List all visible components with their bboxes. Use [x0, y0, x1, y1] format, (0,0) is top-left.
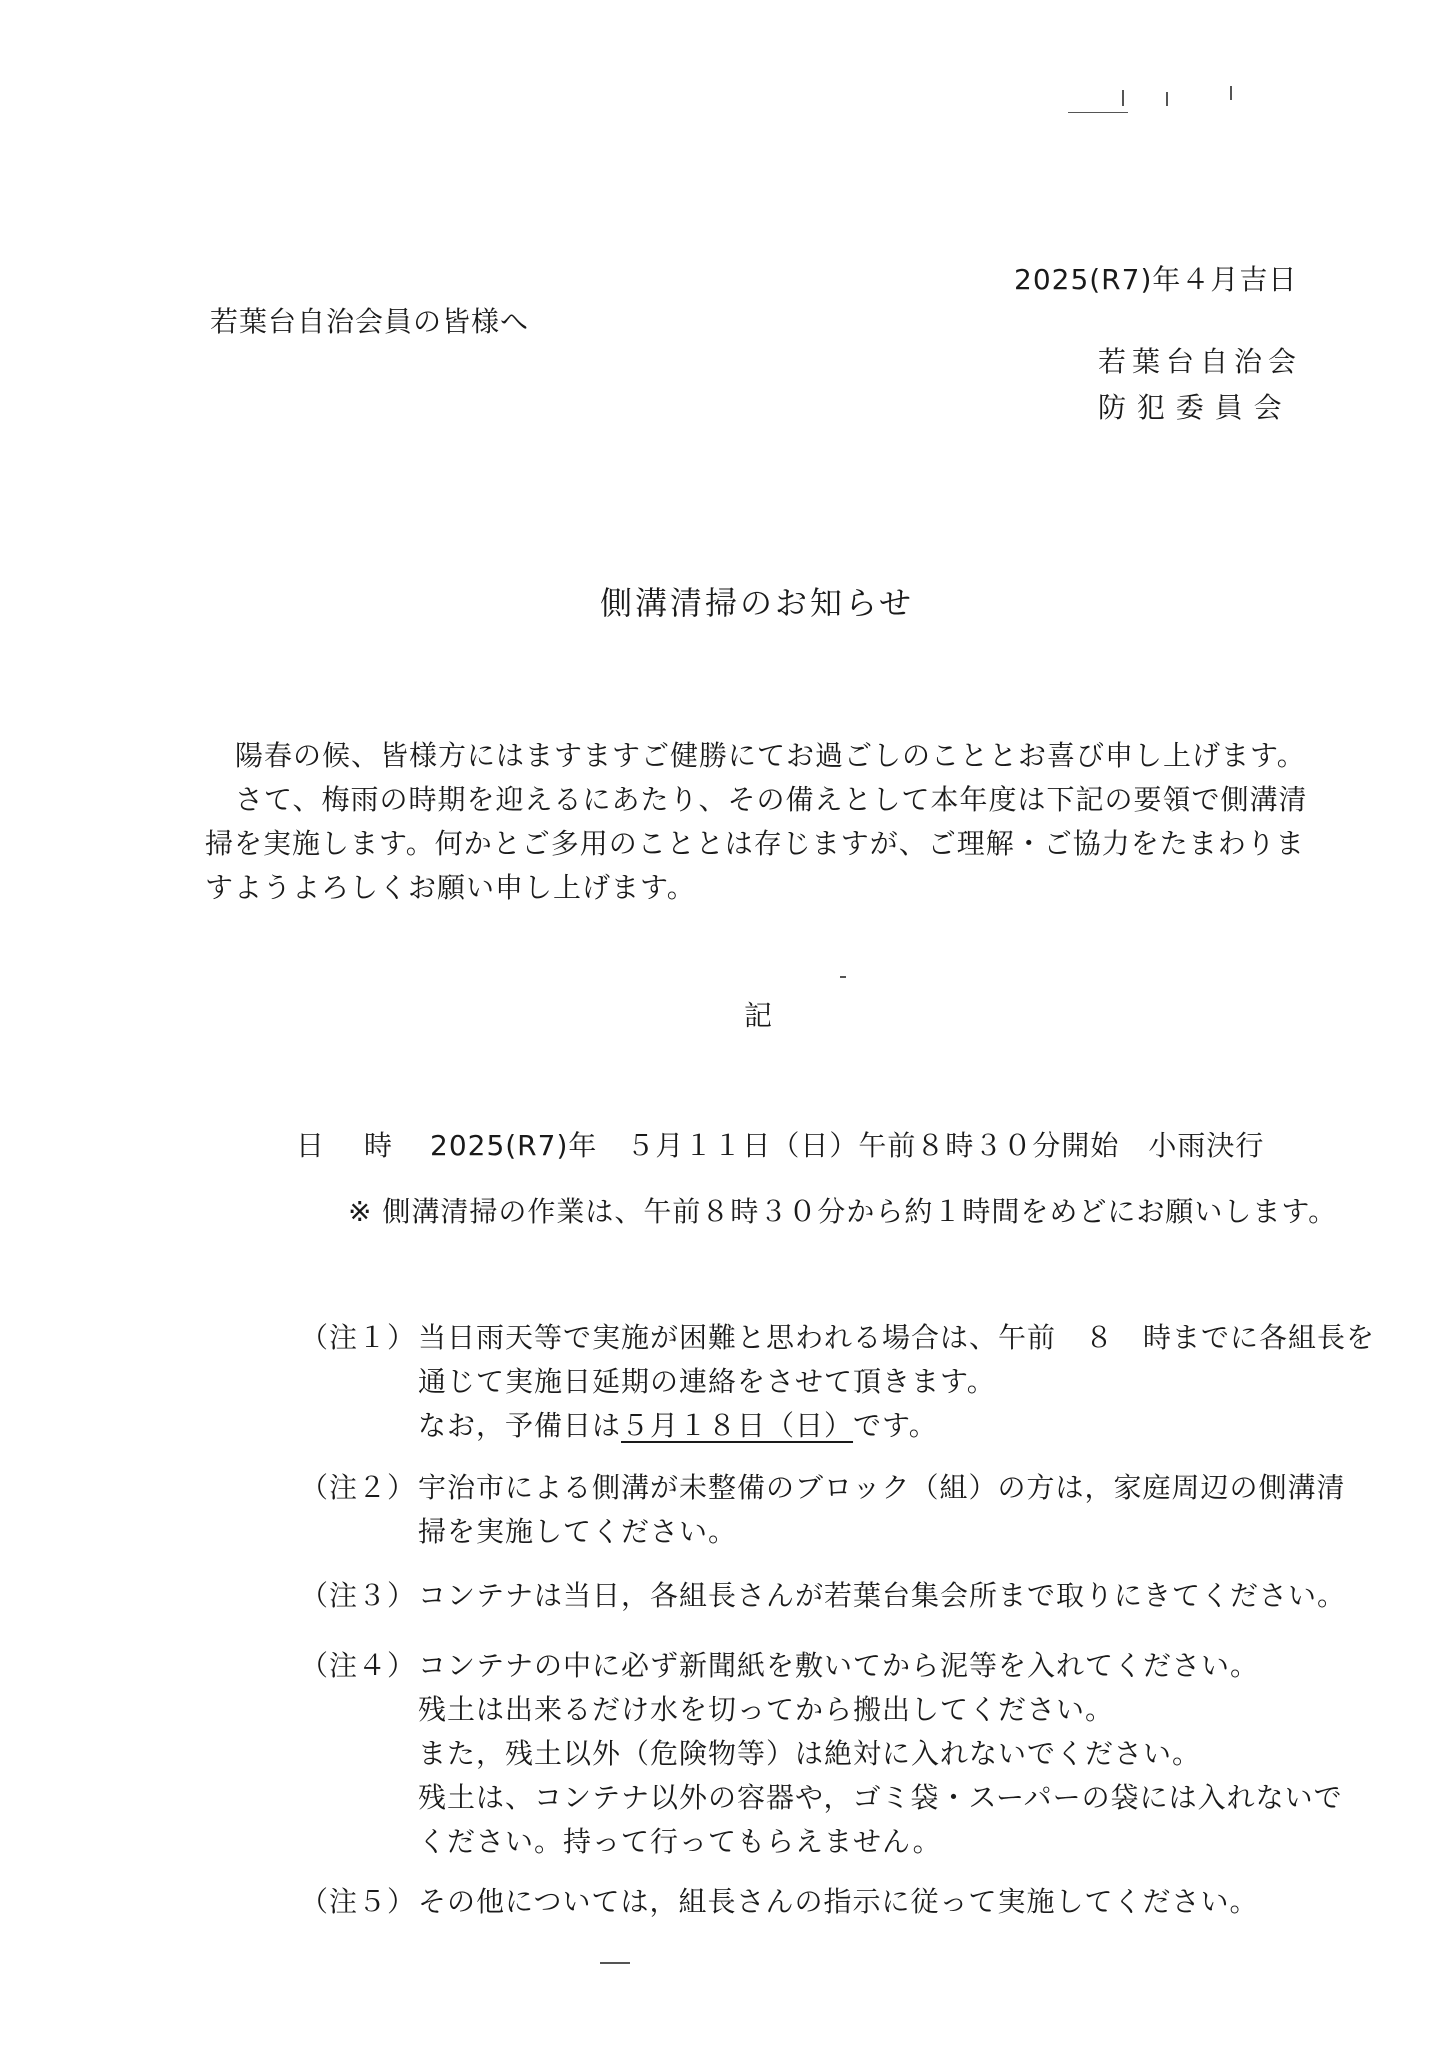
schedule-value: 2025(R7)年 ５月１１日（日）午前８時３０分開始 小雨決行: [430, 1129, 1265, 1162]
note-label: （注３）: [300, 1579, 417, 1612]
announcement-paragraph: さて、梅雨の時期を迎えるにあたり、その備えとして本年度は下記の要領で側溝清掃を実施します。何かとご多用のこととは存じますが、ご理解・ご協力をたまわりますようよろしくお願い申し上げます。: [205, 783, 1308, 904]
document-date: 2025(R7)年４月吉日: [1014, 263, 1298, 296]
note-line: 通じて実施日延期の連絡をさせて頂きます。: [418, 1365, 996, 1398]
note-label: （注１）: [300, 1321, 417, 1354]
scan-mark: [1122, 90, 1124, 106]
note-line: また，残土以外（危険物等）は絶対に入れないでください。: [418, 1737, 1202, 1770]
schedule-label: 日 時: [296, 1129, 399, 1162]
scan-mark: [600, 1962, 630, 1964]
reserve-day-suffix: です。: [853, 1409, 938, 1442]
sender-organization: 若葉台自治会: [1098, 345, 1303, 378]
scan-mark: [840, 976, 846, 978]
reserve-day-date: ５月１８日（日）: [621, 1409, 854, 1442]
ki-heading: 記: [744, 999, 774, 1032]
note-line: 残土は、コンテナ以外の容器や，ゴミ袋・スーパーの袋には入れないで: [418, 1781, 1343, 1814]
note-label: （注２）: [300, 1471, 417, 1504]
note-line: 当日雨天等で実施が困難と思われる場合は、午前 ８ 時までに各組長を: [418, 1321, 1376, 1354]
note-line: コンテナの中に必ず新聞紙を敷いてから泥等を入れてください。: [418, 1649, 1260, 1682]
note-label: （注４）: [300, 1649, 417, 1682]
note-line: 宇治市による側溝が未整備のブロック（組）の方は，家庭周辺の側溝清: [418, 1471, 1346, 1504]
note-body: [418, 1316, 1376, 1448]
note-line: コンテナは当日，各組長さんが若葉台集会所まで取りにきてください。: [418, 1579, 1347, 1612]
greeting-paragraph: 陽春の候、皆様方にはますますご健勝にてお過ごしのこととお喜び申し上げます。: [235, 739, 1306, 772]
note-body: [418, 1644, 1343, 1864]
reserve-day-prefix: なお，予備日は: [418, 1409, 622, 1442]
note-label: （注５）: [300, 1885, 417, 1918]
note-line: 掃を実施してください。: [418, 1515, 738, 1548]
scan-mark: [1068, 112, 1128, 113]
scan-mark: [1230, 86, 1232, 100]
recipient-line: 若葉台自治会員の皆様へ: [210, 305, 530, 338]
body-text: [205, 734, 1317, 910]
note-line: ください。持って行ってもらえません。: [418, 1825, 942, 1858]
note-body: [418, 1880, 1308, 1924]
note-body: [418, 1574, 1347, 1618]
scan-mark: [1166, 92, 1168, 106]
note-line: その他については，組長さんの指示に従って実施してください。: [418, 1885, 1259, 1918]
note-line: [418, 1404, 1308, 1448]
schedule-note: ※ 側溝清掃の作業は、午前８時３０分から約１時間をめどにお願いします。: [348, 1195, 1338, 1228]
sender-committee: 防 犯 委 員 会: [1098, 391, 1283, 424]
page-title: 側溝清掃のお知らせ: [600, 584, 915, 622]
note-line: 残土は出来るだけ水を切ってから搬出してください。: [418, 1693, 1115, 1726]
note-body: [418, 1466, 1346, 1554]
